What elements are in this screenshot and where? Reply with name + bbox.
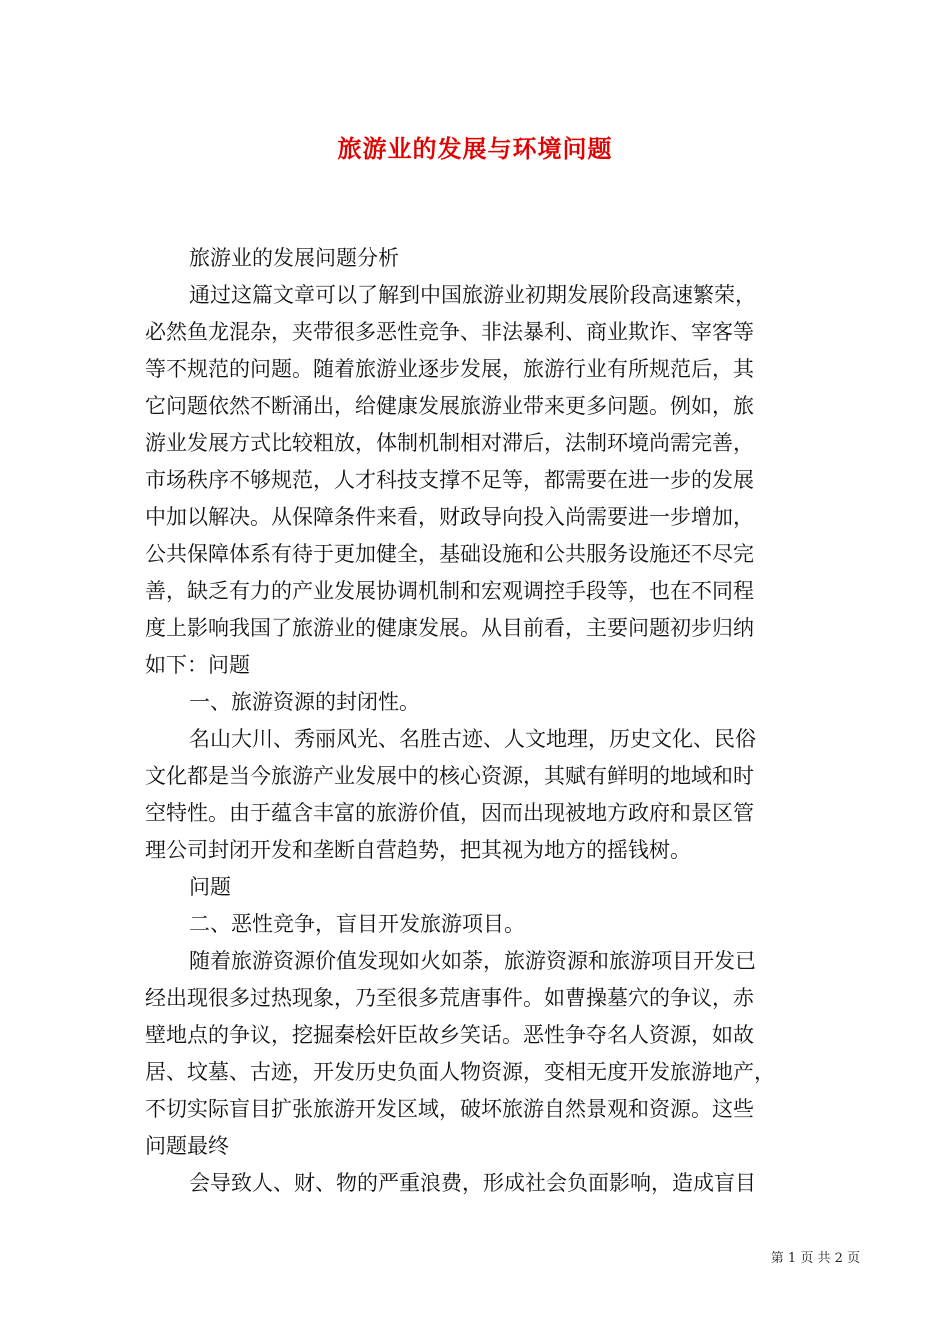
paragraph-line: 不切实际盲目扩张旅游开发区域，破坏旅游自然景观和资源。这些 — [145, 1097, 754, 1121]
section-heading: 旅游业的发展问题分析 — [189, 246, 399, 270]
paragraph-line: 等不规范的问题。随着旅游业逐步发展，旅游行业有所规范后，其 — [145, 357, 754, 381]
paragraph-line: 必然鱼龙混杂，夹带很多恶性竞争、非法暴利、商业欺诈、宰客等 — [145, 320, 754, 344]
paragraph-line: 文化都是当今旅游产业发展中的核心资源，其赋有鲜明的地域和时 — [145, 764, 754, 788]
document-title: 旅游业的发展与环境问题 — [337, 134, 613, 163]
section-heading: 一、旅游资源的封闭性。 — [189, 690, 420, 714]
paragraph-line: 如下：问题 — [145, 653, 250, 677]
paragraph-line: 理公司封闭开发和垄断自营趋势，把其视为地方的摇钱树。 — [145, 838, 691, 862]
paragraph-line: 公共保障体系有待于更加健全，基础设施和公共服务设施还不尽完 — [145, 542, 754, 566]
paragraph-line: 会导致人、财、物的严重浪费，形成社会负面影响，造成盲目 — [189, 1171, 756, 1195]
paragraph-line: 居、坟墓、古迹，开发历史负面人物资源，变相无度开发旅游地产， — [145, 1060, 775, 1084]
paragraph-line: 度上影响我国了旅游业的健康发展。从目前看，主要问题初步归纳 — [145, 616, 754, 640]
paragraph-line: 经出现很多过热现象，乃至很多荒唐事件。如曹操墓穴的争议，赤 — [145, 986, 754, 1010]
paragraph-line: 问题 — [189, 875, 231, 899]
paragraph-line: 游业发展方式比较粗放，体制机制相对滞后，法制环境尚需完善， — [145, 431, 754, 455]
document-body — [145, 240, 813, 1202]
paragraph-line: 壁地点的争议，挖掘秦桧奸臣故乡笑话。恶性争夺名人资源，如故 — [145, 1023, 754, 1047]
paragraph-line: 它问题依然不断涌出，给健康发展旅游业带来更多问题。例如，旅 — [145, 394, 754, 418]
paragraph-line: 通过这篇文章可以了解到中国旅游业初期发展阶段高速繁荣， — [189, 283, 756, 307]
paragraph-line: 随着旅游资源价值发现如火如荼，旅游资源和旅游项目开发已 — [189, 949, 756, 973]
paragraph-line: 问题最终 — [145, 1134, 229, 1158]
page-number: 第 1 页 共 2 页 — [770, 1251, 860, 1266]
paragraph-line: 市场秩序不够规范，人才科技支撑不足等，都需要在进一步的发展 — [145, 468, 754, 492]
paragraph-line: 空特性。由于蕴含丰富的旅游价值，因而出现被地方政府和景区管 — [145, 801, 754, 825]
paragraph-line: 名山大川、秀丽风光、名胜古迹、人文地理，历史文化、民俗 — [189, 727, 756, 751]
section-heading: 二、恶性竞争，盲目开发旅游项目。 — [189, 912, 525, 936]
paragraph-line: 善，缺乏有力的产业发展协调机制和宏观调控手段等，也在不同程 — [145, 579, 754, 603]
paragraph-line: 中加以解决。从保障条件来看，财政导向投入尚需要进一步增加， — [145, 505, 754, 529]
